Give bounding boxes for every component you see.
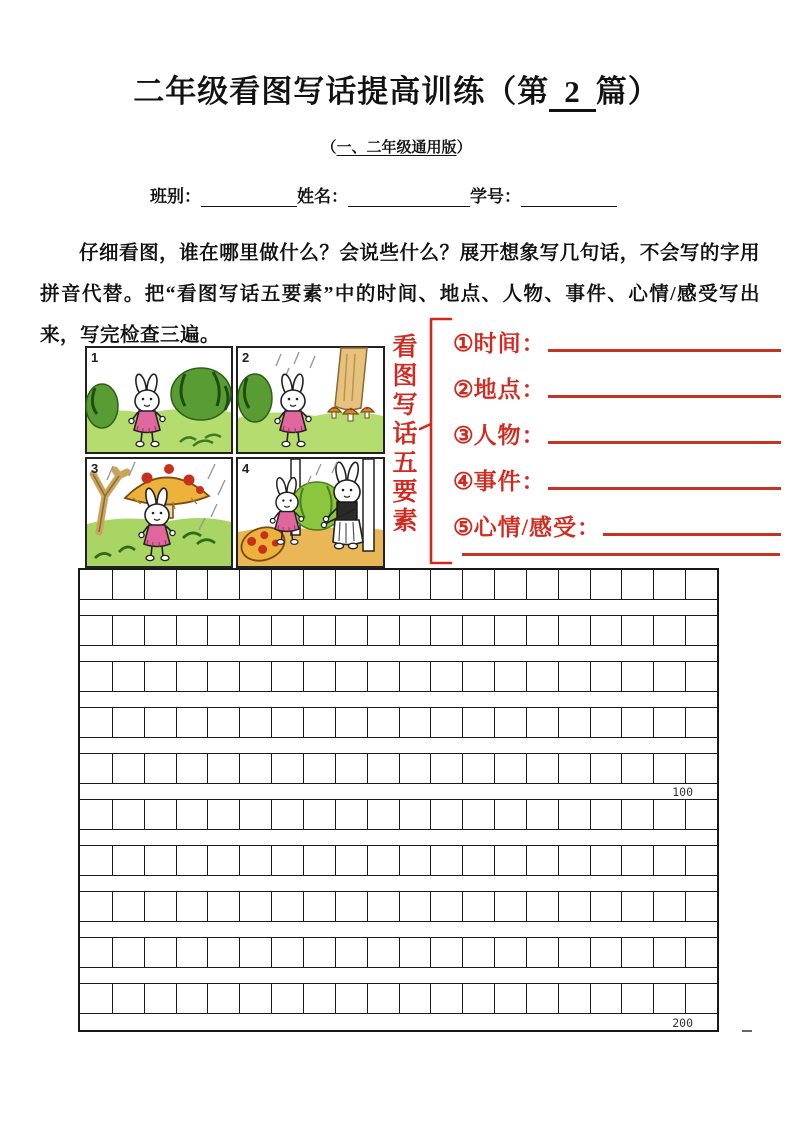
grid-cell[interactable] — [526, 708, 558, 737]
grid-cell[interactable] — [239, 984, 271, 1013]
grid-cell[interactable] — [335, 984, 367, 1013]
grid-cell[interactable] — [367, 984, 399, 1013]
grid-cell[interactable] — [144, 984, 176, 1013]
grid-cell[interactable] — [558, 800, 590, 829]
grid-cell[interactable] — [621, 846, 653, 875]
grid-cell[interactable] — [176, 938, 208, 967]
grid-cell[interactable] — [207, 662, 239, 691]
grid-cell[interactable] — [558, 938, 590, 967]
grid-cell[interactable] — [239, 754, 271, 783]
grid-cell[interactable] — [112, 892, 144, 921]
grid-separator-row — [80, 968, 717, 984]
grid-cell[interactable] — [653, 938, 685, 967]
grid-cell[interactable] — [399, 846, 431, 875]
grid-cell[interactable] — [335, 616, 367, 645]
page-title — [0, 66, 793, 112]
grid-cell[interactable] — [653, 892, 685, 921]
grid-cell[interactable] — [685, 846, 717, 875]
grid-cell[interactable] — [271, 984, 303, 1013]
grid-cell[interactable] — [112, 754, 144, 783]
grid-cell[interactable] — [399, 616, 431, 645]
grid-cell[interactable] — [621, 616, 653, 645]
grid-cell[interactable] — [80, 800, 112, 829]
grid-cell[interactable] — [399, 938, 431, 967]
composition-grid — [78, 568, 719, 1032]
grid-cell[interactable] — [399, 892, 431, 921]
grid-cell[interactable] — [239, 662, 271, 691]
grid-cell[interactable] — [462, 616, 494, 645]
element-blank[interactable] — [548, 395, 781, 398]
comic-illustration — [85, 346, 385, 568]
element-blank[interactable] — [548, 441, 781, 444]
element-blank[interactable] — [548, 487, 781, 490]
comic-panel-1 — [86, 347, 232, 453]
grid-cell[interactable] — [303, 662, 335, 691]
grid-cell[interactable] — [239, 616, 271, 645]
grid-cell[interactable] — [112, 800, 144, 829]
grid-separator-row — [80, 600, 717, 616]
grid-cell[interactable] — [494, 846, 526, 875]
grid-cell[interactable] — [335, 892, 367, 921]
grid-cell[interactable] — [112, 662, 144, 691]
grid-cell[interactable] — [685, 800, 717, 829]
grid-cell[interactable] — [271, 892, 303, 921]
circled-number: ① — [453, 331, 474, 356]
grid-cell[interactable] — [144, 800, 176, 829]
element-item-place — [453, 357, 781, 403]
grid-cell[interactable] — [462, 938, 494, 967]
subtitle-close-paren: ） — [456, 140, 472, 156]
grid-cell[interactable] — [112, 984, 144, 1013]
subtitle-text: 一、二年级通用版 — [336, 140, 457, 156]
title-suffix: 篇） — [595, 74, 660, 109]
grid-separator-row — [80, 876, 717, 892]
grid-cell[interactable] — [303, 616, 335, 645]
grid-cell[interactable] — [335, 846, 367, 875]
grid-separator-row — [80, 646, 717, 662]
panel-number: 1 — [91, 350, 99, 365]
grid-cell[interactable] — [303, 754, 335, 783]
grid-cell[interactable] — [462, 708, 494, 737]
element-label: 心情/感受： — [473, 515, 602, 540]
grid-cell[interactable] — [80, 708, 112, 737]
grid-cell[interactable] — [526, 984, 558, 1013]
grid-cell[interactable] — [430, 800, 462, 829]
element-continuation-blank[interactable] — [462, 536, 780, 556]
grid-cell[interactable] — [367, 616, 399, 645]
id-blank[interactable] — [521, 187, 617, 207]
grid-cell[interactable] — [526, 570, 558, 599]
grid-cell[interactable] — [271, 708, 303, 737]
grid-separator-row — [80, 922, 717, 938]
grid-cell[interactable] — [526, 800, 558, 829]
grid-cell[interactable] — [303, 800, 335, 829]
grid-cell[interactable] — [653, 846, 685, 875]
grid-cell[interactable] — [462, 984, 494, 1013]
grid-cell[interactable] — [144, 754, 176, 783]
grid-cell[interactable] — [526, 754, 558, 783]
grid-cell[interactable] — [430, 846, 462, 875]
grid-side-tick — [742, 1030, 752, 1032]
grid-cell[interactable] — [685, 662, 717, 691]
grid-row — [80, 892, 717, 922]
grid-cell[interactable] — [80, 616, 112, 645]
grid-cell[interactable] — [399, 984, 431, 1013]
grid-cell[interactable] — [303, 570, 335, 599]
circled-number: ② — [453, 377, 474, 402]
skirt — [333, 520, 363, 545]
grid-cell[interactable] — [462, 846, 494, 875]
grid-cell[interactable] — [430, 938, 462, 967]
grid-cell[interactable] — [335, 708, 367, 737]
five-elements-vertical-label: 看图写话五要素 — [389, 333, 416, 536]
grid-cell[interactable] — [207, 892, 239, 921]
grid-cell[interactable] — [176, 892, 208, 921]
grid-cell[interactable] — [176, 754, 208, 783]
grid-cell[interactable] — [621, 570, 653, 599]
grid-cell[interactable] — [462, 754, 494, 783]
grid-cell[interactable] — [335, 800, 367, 829]
grid-cell[interactable] — [367, 892, 399, 921]
grid-cell[interactable] — [112, 708, 144, 737]
grid-cell[interactable] — [621, 938, 653, 967]
grid-cell[interactable] — [653, 662, 685, 691]
grid-cell[interactable] — [207, 708, 239, 737]
char-count-label: 200 — [672, 1016, 693, 1030]
grid-cell[interactable] — [621, 800, 653, 829]
grid-cell[interactable] — [494, 800, 526, 829]
grid-cell[interactable] — [144, 662, 176, 691]
grid-cell[interactable] — [176, 800, 208, 829]
panel-number: 4 — [242, 461, 250, 476]
grid-cell[interactable] — [80, 754, 112, 783]
grid-cell[interactable] — [685, 708, 717, 737]
grid-cell[interactable] — [494, 708, 526, 737]
grid-cell[interactable] — [430, 984, 462, 1013]
grid-cell[interactable] — [430, 616, 462, 645]
grid-cell[interactable] — [653, 800, 685, 829]
grid-cell[interactable] — [590, 662, 622, 691]
grid-cell[interactable] — [367, 846, 399, 875]
grid-cell[interactable] — [207, 800, 239, 829]
grid-cell[interactable] — [80, 846, 112, 875]
grid-cell[interactable] — [621, 984, 653, 1013]
grid-cell[interactable] — [207, 938, 239, 967]
grid-cell[interactable] — [399, 708, 431, 737]
grid-cell[interactable] — [685, 984, 717, 1013]
grid-separator-row — [80, 738, 717, 754]
student-info-line — [150, 182, 617, 207]
grid-cell[interactable] — [80, 662, 112, 691]
grid-cell[interactable] — [176, 616, 208, 645]
name-label: 姓名： — [297, 187, 348, 206]
grid-cell[interactable] — [621, 708, 653, 737]
grid-row — [80, 708, 717, 738]
grid-row — [80, 570, 717, 600]
grid-cell[interactable] — [621, 892, 653, 921]
grid-cell[interactable] — [112, 570, 144, 599]
circled-number: ③ — [453, 423, 474, 448]
grid-cell[interactable] — [399, 800, 431, 829]
five-elements-brace — [419, 316, 453, 566]
grid-row — [80, 984, 717, 1014]
grid-cell[interactable] — [367, 570, 399, 599]
title-issue-number: 2 — [549, 76, 596, 112]
grid-cell[interactable] — [303, 938, 335, 967]
grid-cell[interactable] — [303, 984, 335, 1013]
title-prefix: 二年级看图写话提高训练（第 — [133, 74, 550, 109]
grid-cell[interactable] — [80, 892, 112, 921]
grid-cell[interactable] — [303, 708, 335, 737]
grid-cell[interactable] — [526, 662, 558, 691]
grid-cell[interactable] — [367, 938, 399, 967]
grid-cell[interactable] — [558, 984, 590, 1013]
grid-cell[interactable] — [144, 938, 176, 967]
grid-cell[interactable] — [558, 754, 590, 783]
grid-cell[interactable] — [494, 892, 526, 921]
grid-cell[interactable] — [685, 892, 717, 921]
grid-separator-row — [80, 830, 717, 846]
grid-cell[interactable] — [590, 984, 622, 1013]
circled-number: ④ — [453, 469, 474, 494]
grid-cell[interactable] — [526, 938, 558, 967]
grid-cell[interactable] — [271, 754, 303, 783]
grid-cell[interactable] — [558, 708, 590, 737]
grid-cell[interactable] — [685, 616, 717, 645]
grid-cell[interactable] — [590, 846, 622, 875]
grid-cell[interactable] — [494, 754, 526, 783]
grid-cell[interactable] — [462, 570, 494, 599]
grid-cell[interactable] — [367, 800, 399, 829]
grid-cell[interactable] — [271, 616, 303, 645]
element-item-person — [453, 403, 781, 449]
grid-row — [80, 616, 717, 646]
tree-trunk — [335, 348, 367, 410]
grid-cell[interactable] — [494, 570, 526, 599]
grid-cell[interactable] — [176, 662, 208, 691]
grid-cell[interactable] — [207, 984, 239, 1013]
grid-cell[interactable] — [558, 846, 590, 875]
grid-cell[interactable] — [653, 984, 685, 1013]
element-blank[interactable] — [548, 349, 781, 352]
bush-left — [238, 374, 272, 422]
grid-cell[interactable] — [239, 570, 271, 599]
grid-separator-row — [80, 692, 717, 708]
grid-cell[interactable] — [335, 570, 367, 599]
grid-cell[interactable] — [653, 754, 685, 783]
grid-cell[interactable] — [399, 754, 431, 783]
element-item-feeling — [453, 495, 781, 541]
grid-cell[interactable] — [271, 570, 303, 599]
grid-cell[interactable] — [112, 938, 144, 967]
comic-panel-3 — [86, 458, 232, 567]
grid-row — [80, 800, 717, 830]
grid-cell[interactable] — [367, 708, 399, 737]
grid-separator-row — [80, 1014, 717, 1030]
grid-cell[interactable] — [558, 616, 590, 645]
element-label: 事件： — [473, 469, 546, 494]
grid-cell[interactable] — [590, 800, 622, 829]
char-count-label: 100 — [672, 785, 693, 799]
panel-number: 3 — [91, 461, 99, 476]
grid-row — [80, 754, 717, 784]
grid-cell[interactable] — [462, 892, 494, 921]
grid-cell[interactable] — [112, 846, 144, 875]
id-label: 学号： — [470, 187, 521, 206]
panel-number: 2 — [242, 350, 250, 365]
grid-cell[interactable] — [207, 570, 239, 599]
instructions-paragraph: 仔细看图，谁在哪里做什么？会说些什么？展开想象写几句话，不会写的字用拼音代替。把“看图写话五要素”中的时间、地点、人物、事件、心情/感受写出来，写完检查三遍。 — [40, 243, 760, 346]
grid-cell[interactable] — [494, 938, 526, 967]
grid-cell[interactable] — [494, 662, 526, 691]
grid-cell[interactable] — [176, 846, 208, 875]
class-blank[interactable] — [201, 187, 297, 207]
grid-cell[interactable] — [112, 616, 144, 645]
grid-cell[interactable] — [303, 892, 335, 921]
circled-number: ⑤ — [453, 515, 474, 540]
grid-cell[interactable] — [144, 846, 176, 875]
five-elements-list — [453, 311, 781, 541]
class-label: 班别： — [150, 187, 201, 206]
grid-cell[interactable] — [430, 892, 462, 921]
grid-cell[interactable] — [653, 708, 685, 737]
grid-cell[interactable] — [239, 892, 271, 921]
grid-cell[interactable] — [271, 662, 303, 691]
grid-cell[interactable] — [526, 846, 558, 875]
grid-cell[interactable] — [430, 708, 462, 737]
element-label: 人物： — [473, 423, 546, 448]
bush-left — [86, 384, 118, 428]
grid-cell[interactable] — [303, 846, 335, 875]
grid-cell[interactable] — [590, 938, 622, 967]
grid-cell[interactable] — [80, 984, 112, 1013]
subtitle-open-paren: （ — [321, 140, 337, 156]
grid-row — [80, 938, 717, 968]
grid-cell[interactable] — [207, 754, 239, 783]
grid-cell[interactable] — [558, 892, 590, 921]
grid-cell[interactable] — [176, 708, 208, 737]
grid-cell[interactable] — [558, 662, 590, 691]
element-label: 时间： — [473, 331, 546, 356]
grid-cell[interactable] — [494, 984, 526, 1013]
grid-cell[interactable] — [144, 616, 176, 645]
grid-cell[interactable] — [430, 570, 462, 599]
element-item-time — [453, 311, 781, 357]
grid-cell[interactable] — [367, 662, 399, 691]
grid-row — [80, 846, 717, 876]
grid-cell[interactable] — [335, 938, 367, 967]
element-item-event — [453, 449, 781, 495]
grid-cell[interactable] — [590, 708, 622, 737]
grid-cell[interactable] — [685, 938, 717, 967]
grid-cell[interactable] — [621, 662, 653, 691]
grid-cell[interactable] — [399, 570, 431, 599]
grid-cell[interactable] — [590, 570, 622, 599]
grid-cell[interactable] — [653, 570, 685, 599]
grid-cell[interactable] — [685, 570, 717, 599]
grid-cell[interactable] — [176, 570, 208, 599]
grid-cell[interactable] — [558, 570, 590, 599]
grid-cell[interactable] — [335, 662, 367, 691]
grid-cell[interactable] — [239, 846, 271, 875]
grid-cell[interactable] — [271, 938, 303, 967]
door-post-right — [363, 459, 374, 551]
grid-cell[interactable] — [144, 892, 176, 921]
grid-cell[interactable] — [399, 662, 431, 691]
grid-cell[interactable] — [462, 800, 494, 829]
grid-cell[interactable] — [335, 754, 367, 783]
grid-cell[interactable] — [590, 754, 622, 783]
subtitle — [0, 136, 793, 157]
grid-separator-row — [80, 784, 717, 800]
grid-cell[interactable] — [430, 754, 462, 783]
element-label: 地点： — [473, 377, 546, 402]
grid-cell[interactable] — [239, 938, 271, 967]
grid-cell[interactable] — [590, 616, 622, 645]
grid-cell[interactable] — [271, 846, 303, 875]
grid-cell[interactable] — [462, 662, 494, 691]
name-blank[interactable] — [348, 187, 470, 207]
grid-cell[interactable] — [176, 984, 208, 1013]
grid-cell[interactable] — [494, 616, 526, 645]
grid-cell[interactable] — [367, 754, 399, 783]
grid-cell[interactable] — [239, 800, 271, 829]
comic-panel-2 — [237, 347, 384, 453]
grid-cell[interactable] — [430, 662, 462, 691]
grid-cell[interactable] — [80, 938, 112, 967]
grid-cell[interactable] — [144, 570, 176, 599]
grid-cell[interactable] — [207, 846, 239, 875]
grid-cell[interactable] — [526, 616, 558, 645]
grid-cell[interactable] — [239, 708, 271, 737]
grid-cell[interactable] — [590, 892, 622, 921]
grid-cell[interactable] — [526, 892, 558, 921]
grid-cell[interactable] — [653, 616, 685, 645]
grid-cell[interactable] — [144, 708, 176, 737]
grid-row — [80, 662, 717, 692]
grid-cell[interactable] — [271, 800, 303, 829]
grid-cell[interactable] — [621, 754, 653, 783]
comic-panel-4 — [237, 458, 384, 567]
grid-cell[interactable] — [207, 616, 239, 645]
grid-cell[interactable] — [80, 570, 112, 599]
grid-cell[interactable] — [685, 754, 717, 783]
